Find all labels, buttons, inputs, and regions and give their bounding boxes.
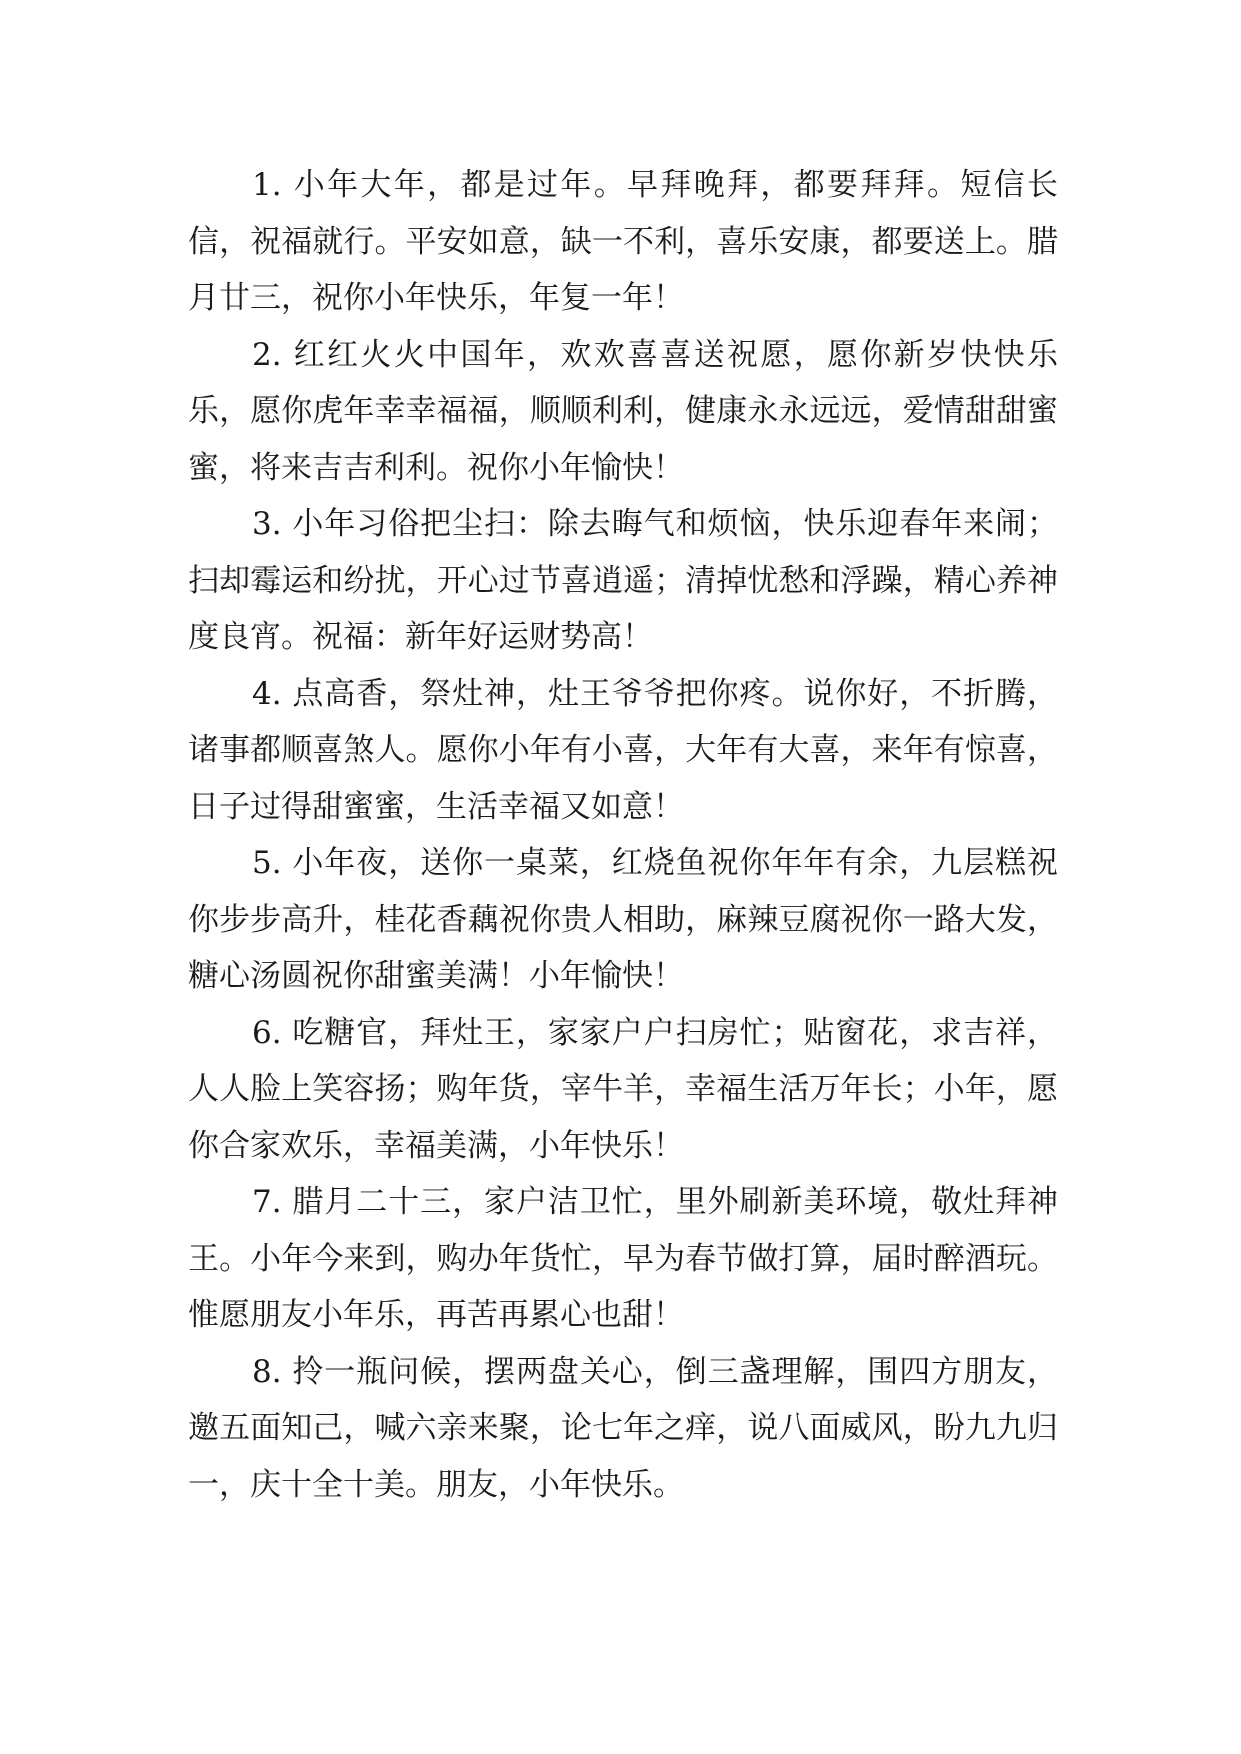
greeting-paragraph-7: 7. 腊月二十三，家户洁卫忙，里外刷新美环境，敬灶拜神王。小年今来到，购办年货忙，早为春节做打算，届时醉酒玩。惟愿朋友小年乐，再苦再累心也甜！ bbox=[188, 1184, 1058, 1333]
greeting-paragraph-3: 3. 小年习俗把尘扫：除去晦气和烦恼，快乐迎春年来闹；扫却霉运和纷扰，开心过节喜逍遥；清掉忧愁和浮躁，精心养神度良宵。祝福：新年好运财势高！ bbox=[188, 506, 1058, 655]
greeting-paragraph-1: 1. 小年大年，都是过年。早拜晚拜，都要拜拜。短信长信，祝福就行。平安如意，缺一不利，喜乐安康，都要送上。腊月廿三，祝你小年快乐，年复一年！ bbox=[188, 167, 1058, 316]
greeting-paragraph-2: 2. 红红火火中国年，欢欢喜喜送祝愿，愿你新岁快快乐乐，愿你虎年幸幸福福，顺顺利利，健康永永远远，爱情甜甜蜜蜜，将来吉吉利利。祝你小年愉快！ bbox=[188, 336, 1058, 486]
greeting-paragraph-5: 5. 小年夜，送你一桌菜，红烧鱼祝你年年有余，九层糕祝你步步高升，桂花香藕祝你贵人相助，麻辣豆腐祝你一路大发，糖心汤圆祝你甜蜜美满！小年愉快！ bbox=[188, 845, 1058, 994]
greeting-paragraph-4: 4. 点高香，祭灶神，灶王爷爷把你疼。说你好，不折腾，诸事都顺喜煞人。愿你小年有小喜，大年有大喜，来年有惊喜，日子过得甜蜜蜜，生活幸福又如意！ bbox=[188, 675, 1058, 825]
greeting-paragraph-6: 6. 吃糖官，拜灶王，家家户户扫房忙；贴窗花，求吉祥，人人脸上笑容扬；购年货，宰牛羊，幸福生活万年长；小年，愿你合家欢乐，幸福美满，小年快乐！ bbox=[188, 1014, 1058, 1164]
document-body bbox=[188, 157, 1058, 1513]
greeting-paragraph-8: 8. 拎一瓶问候，摆两盘关心，倒三盏理解，围四方朋友，邀五面知己，喊六亲来聚，论七年之痒，说八面威风，盼九九归一，庆十全十美。朋友，小年快乐。 bbox=[188, 1353, 1058, 1503]
